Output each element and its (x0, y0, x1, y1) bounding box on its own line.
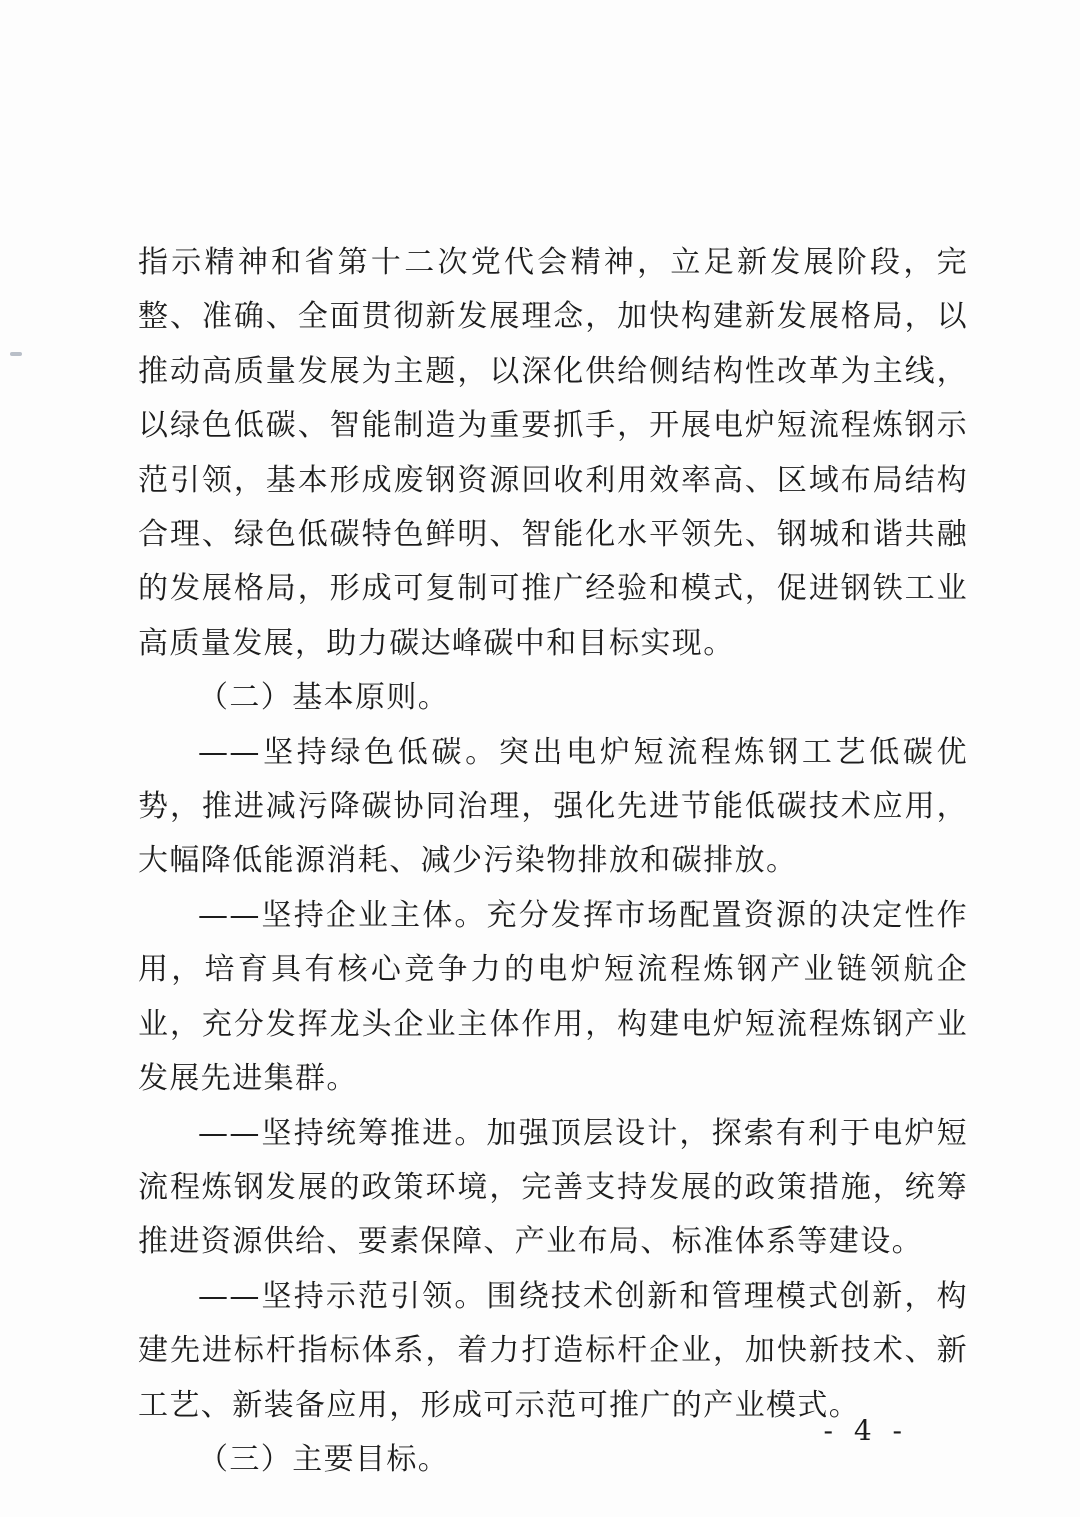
principle-enterprise-subject: ——坚持企业主体。充分发挥市场配置资源的决定性作用，培育具有核心竞争力的电炉短流程炼钢产业链领航企业，充分发挥龙头企业主体作用，构建电炉短流程炼钢产业发展先进集群。 (138, 897, 968, 1097)
section-heading-basic-principles: （二）基本原则。 (198, 680, 450, 716)
section-heading-main-goals: （三）主要目标。 (198, 1441, 450, 1477)
paragraph-guiding-ideology: 指示精神和省第十二次党代会精神，立足新发展阶段，完整、准确、全面贯彻新发展理念，加快构建新发展格局，以推动高质量发展为主题，以深化供给侧结构性改革为主线，以绿色低碳、智能制造为重要抓手，开展电炉短流程炼钢示范引领，基本形成废钢资源回收利用效率高、区域布局结构合理、绿色低碳特色鲜明、智能化水平领先、钢城和谐共融的发展格局，形成可复制可推广经验和模式，促进钢铁工业高质量发展，助力碳达峰碳中和目标实现。 (138, 245, 968, 661)
scan-margin-mark (10, 352, 22, 356)
principle-green-low-carbon: ——坚持绿色低碳。突出电炉短流程炼钢工艺低碳优势，推进减污降碳协同治理，强化先进节能低碳技术应用，大幅降低能源消耗、减少污染物排放和碳排放。 (138, 734, 968, 879)
principle-demonstration-lead: ——坚持示范引领。围绕技术创新和管理模式创新，构建先进标杆指标体系，着力打造标杆企业，加快新技术、新工艺、新装备应用，形成可示范可推广的产业模式。 (138, 1278, 968, 1423)
document-body (138, 236, 968, 1487)
page-number: - 4 - (823, 1414, 908, 1447)
principle-coordinated-advance: ——坚持统筹推进。加强顶层设计，探索有利于电炉短流程炼钢发展的政策环境，完善支持发展的政策措施，统筹推进资源供给、要素保障、产业布局、标准体系等建设。 (138, 1115, 968, 1260)
